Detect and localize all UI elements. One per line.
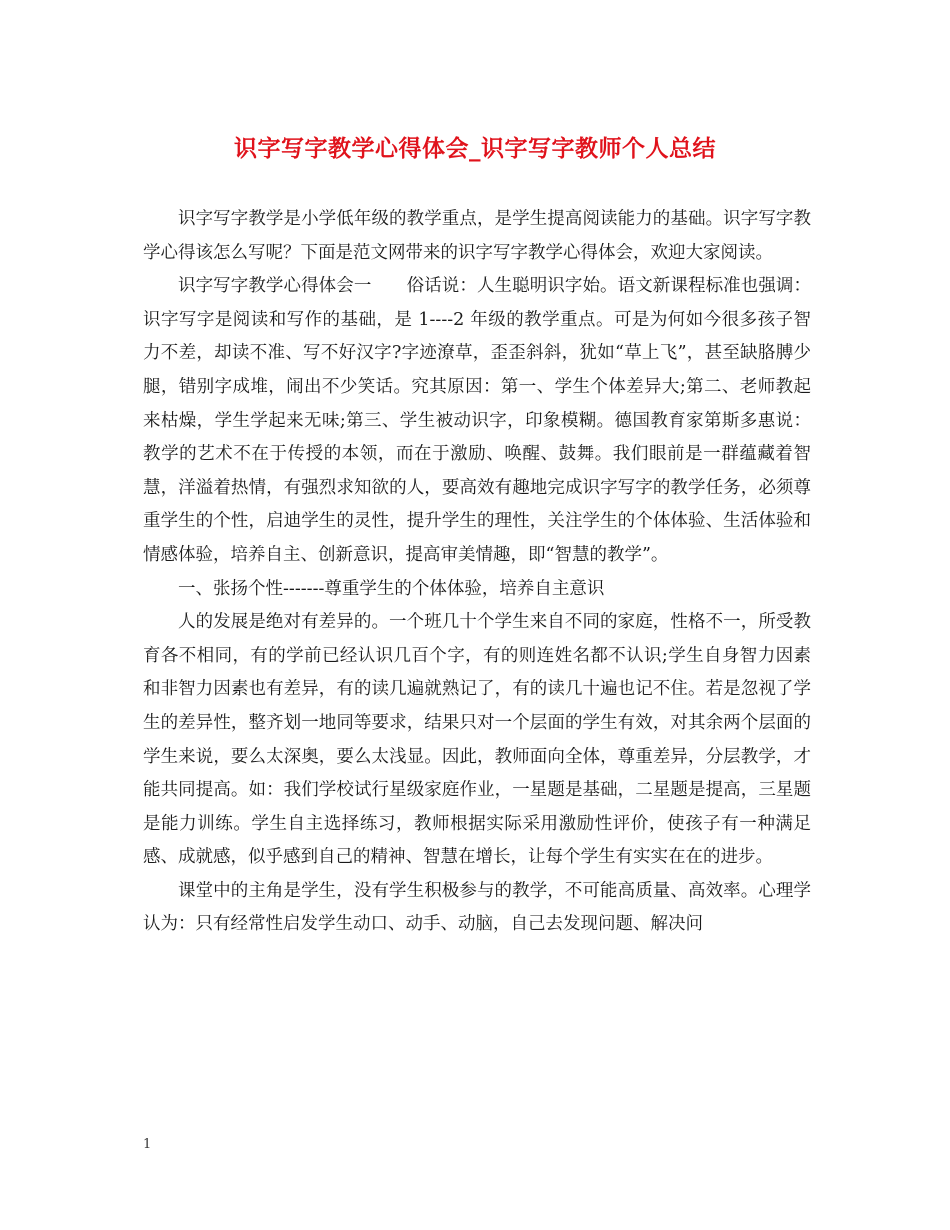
paragraph-essay-one: 识字写字教学心得体会一 俗话说：人生聪明识字始。语文新课程标准也强调：识字写字是阅读和写作的基础，是 1----2 年级的教学重点。可是为何如今很多孩子智力不差，却读不准、写不好汉字?字迹潦草，歪歪斜斜，犹如“草上飞”，甚至缺胳膊少腿，错别字成堆，闹出不少笑话。究其原因：第一、学生个体差异大;第二、老师教起来枯燥，学生学起来无味;第三、学生被动识字，印象模糊。德国教育家第斯多惠说：教学的艺术不在于传授的本领，而在于激励、唤醒、鼓舞。我们眼前是一群蕴藏着智慧，洋溢着热情，有强烈求知欲的人，要高效有趣地完成识字写字的教学任务，必须尊重学生的个性，启迪学生的灵性，提升学生的理性，关注学生的个体体验、生活体验和情感体验，培养自主、创新意识，提高审美情趣，即“智慧的教学”。 [143, 276, 811, 565]
paragraph-classroom: 课堂中的主角是学生，没有学生积极参与的教学，不可能高质量、高效率。心理学认为：只有经常性启发学生动口、动手、动脑，自己去发现问题、解决问 [143, 880, 811, 935]
document-body [143, 203, 811, 942]
paragraph-intro: 识字写字教学是小学低年级的教学重点，是学生提高阅读能力的基础。识字写字教学心得该怎么写呢？下面是范文网带来的识字写字教学心得体会，欢迎大家阅读。 [143, 209, 811, 263]
page-number: 1 [143, 1137, 152, 1152]
paragraph-individual-difference: 人的发展是绝对有差异的。一个班几十个学生来自不同的家庭，性格不一，所受教育各不相同，有的学前已经认识几百个字，有的则连姓名都不认识;学生自身智力因素和非智力因素也有差异，有的读几遍就熟记了，有的读几十遍也记不住。若是忽视了学生的差异性，整齐划一地同等要求，结果只对一个层面的学生有效，对其余两个层面的学生来说，要么太深奥，要么太浅显。因此，教师面向全体，尊重差异，分层教学，才能共同提高。如：我们学校试行星级家庭作业，一星题是基础，二星题是提高，三星题是能力训练。学生自主选择练习，教师根据实际采用激励性评价，使孩子有一种满足感、成就感，似乎感到自己的精神、智慧在增长，让每个学生有实实在在的进步。 [143, 612, 811, 868]
section-heading-one: 一、张扬个性-------尊重学生的个体体验，培养自主意识 [178, 578, 605, 599]
page-title: 识字写字教学心得体会_识字写字教师个人总结 [234, 135, 716, 162]
